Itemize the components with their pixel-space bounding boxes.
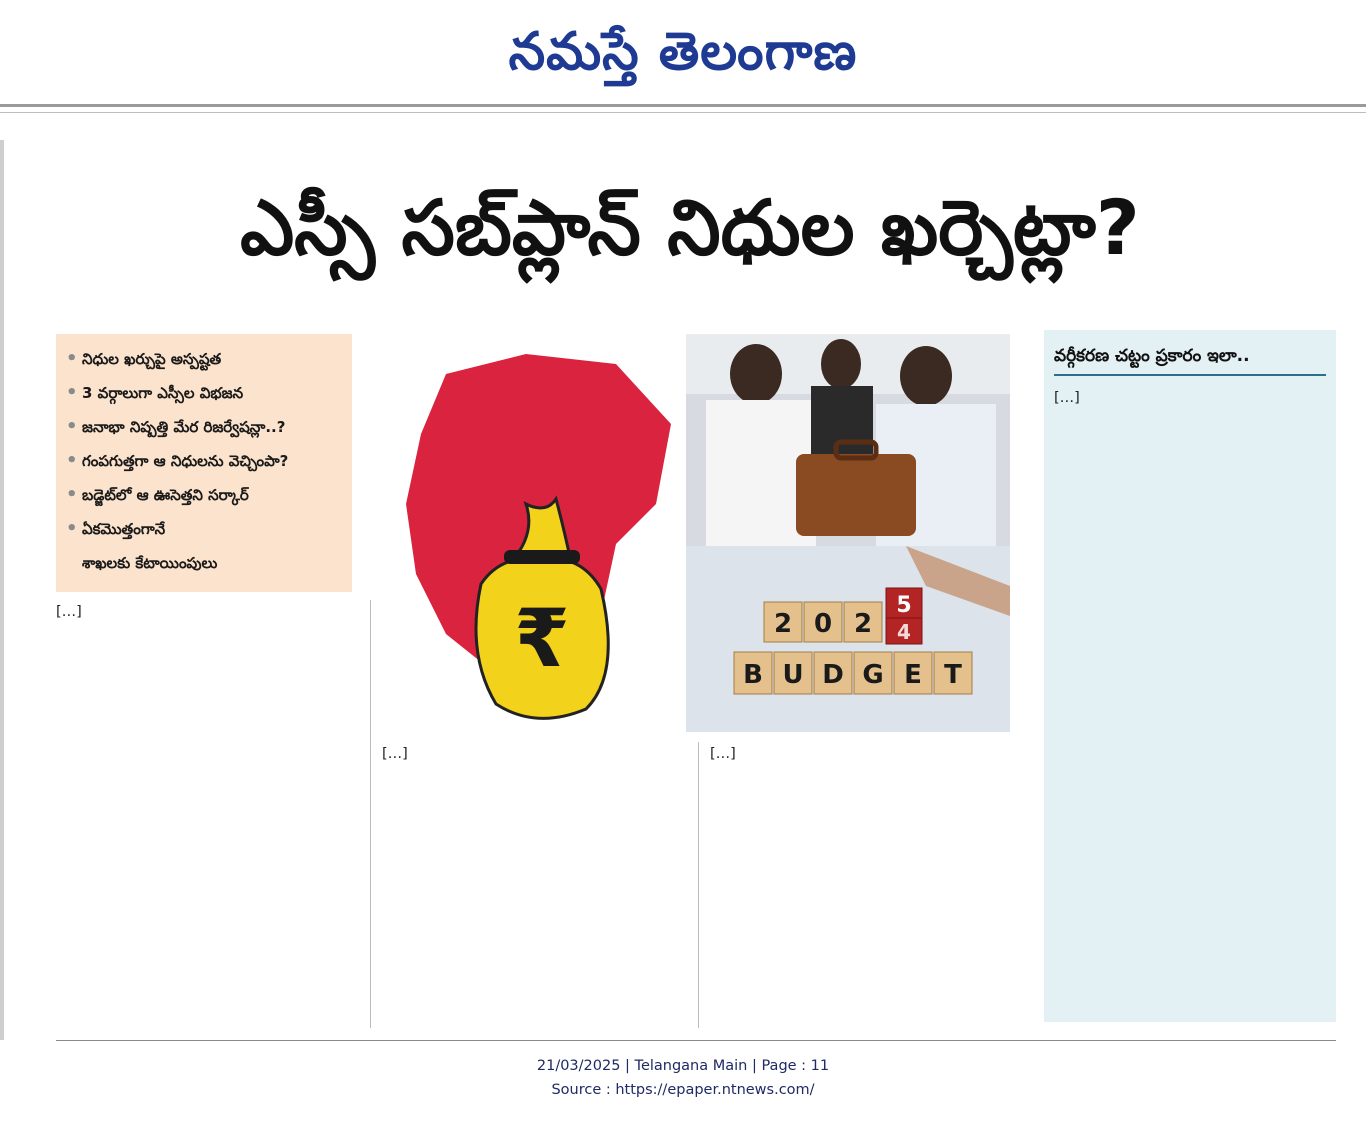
map-money-bag-icon <box>386 334 686 732</box>
sidebar-body: […] <box>1054 390 1080 406</box>
bullet-icon: • <box>66 382 78 403</box>
article-column-1: […] <box>56 604 82 620</box>
masthead-rule-thin <box>0 112 1366 113</box>
footer-source: Source : https://epaper.ntnews.com/ <box>551 1082 815 1098</box>
tile-text: D <box>822 660 844 690</box>
telangana-map-illustration <box>386 334 686 732</box>
tile-text: T <box>944 660 962 690</box>
budget-blocks-illustration <box>686 546 1010 732</box>
budget-handover-photo <box>686 334 1010 546</box>
article-column-2: […] <box>382 746 408 762</box>
highlight-text: బడ్జెట్‌లో ఆ ఊసెత్తని సర్కార్ <box>82 486 249 504</box>
tile-text: 2 <box>853 609 873 639</box>
masthead <box>0 0 1366 104</box>
tile-text: 0 <box>813 609 833 639</box>
tile-text: E <box>904 660 922 690</box>
footer-dateline: 21/03/2025 | Telangana Main | Page : 11 <box>536 1058 830 1074</box>
tile-text: 5 <box>896 593 912 618</box>
column-divider <box>370 600 371 1028</box>
sidebar-title-rule <box>1054 374 1326 376</box>
highlight-text-cont: శాఖలకు కేటాయింపులు <box>82 554 218 572</box>
masthead-title: నమస్తే తెలంగాణ <box>508 22 858 82</box>
tile-text: U <box>782 660 804 690</box>
article-image <box>386 334 1010 732</box>
highlight-text: 3 వర్గాలుగా ఎస్సీల విభజన <box>82 384 244 402</box>
column-divider <box>698 742 699 1028</box>
highlight-item <box>66 444 342 478</box>
bullet-icon: • <box>66 348 78 369</box>
highlight-item <box>66 376 342 410</box>
tile-text: B <box>743 660 763 690</box>
tile-text: 2 <box>773 609 793 639</box>
page-edge <box>0 140 4 1040</box>
budget-blocks-photo <box>686 546 1010 732</box>
photo-placeholder <box>686 334 1010 546</box>
highlight-text: నిధుల ఖర్చుపై అస్పష్టత <box>82 350 222 368</box>
tile-text: G <box>862 660 884 690</box>
article-column-3: […] <box>710 746 736 762</box>
bullet-icon: • <box>66 450 78 471</box>
highlight-item <box>66 342 342 376</box>
highlight-text: ఏకమొత్తంగానే <box>82 520 166 538</box>
sidebar-title: వర్గీకరణ చట్టం ప్రకారం ఇలా.. <box>1054 346 1250 366</box>
highlight-item <box>66 478 342 512</box>
rupee-symbol: ₹ <box>514 592 570 685</box>
highlights-box <box>56 334 352 592</box>
bullet-icon: • <box>66 518 78 539</box>
highlight-item <box>66 512 342 546</box>
tile-text: 4 <box>897 620 911 644</box>
highlight-text: జనాభా నిష్పత్తి మేర రిజర్వేషన్లా..? <box>82 418 286 436</box>
masthead-rule <box>0 104 1366 107</box>
headline: ఎస్సీ సబ్‌ప్లాన్ నిధుల ఖర్చెట్లా? <box>240 183 1140 272</box>
sidebar-box <box>1044 330 1336 1022</box>
footer-rule <box>56 1040 1336 1041</box>
bullet-icon: • <box>66 416 78 437</box>
highlight-item <box>66 410 342 444</box>
highlight-text: గంపగుత్తగా ఆ నిధులను వెచ్చింపా? <box>82 452 289 470</box>
bullet-icon: • <box>66 484 78 505</box>
